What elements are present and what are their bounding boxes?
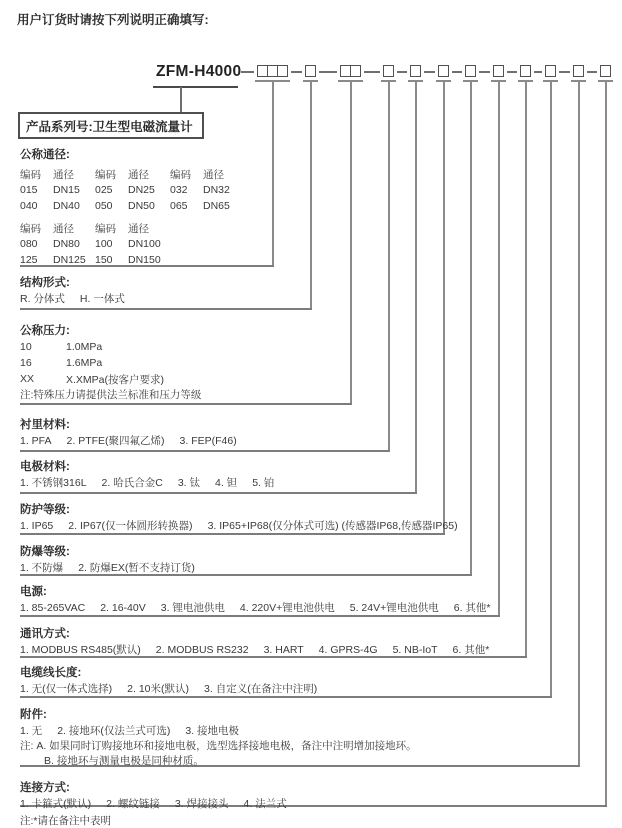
option-item: 1. 无 xyxy=(20,725,43,737)
model-prefix: ZFM-H4000 xyxy=(156,63,242,80)
table-header-cell: 通径 xyxy=(53,168,74,181)
option-item: 6. 其他* xyxy=(453,602,491,614)
option-item: 2. PTFE(聚四氟乙烯) xyxy=(66,435,165,447)
model-code-dash xyxy=(364,71,380,73)
option-item: 5. NB-IoT xyxy=(392,644,438,656)
table-cell: DN32 xyxy=(203,184,230,196)
section-title: 防爆等级: xyxy=(20,546,70,558)
option-item: 2. 10米(默认) xyxy=(127,683,190,695)
table-row xyxy=(20,252,612,268)
option-item: 3. 锂电池供电 xyxy=(160,602,225,614)
table-cell: 065 xyxy=(170,200,188,212)
option-item: 2. 接地环(仅法兰式可选) xyxy=(57,725,171,737)
model-code-dash xyxy=(559,71,570,73)
model-code-group-8 xyxy=(493,65,504,77)
option-item: 3. IP65+IP68(仅分体式可选) (传感器IP68,传感器IP65) xyxy=(207,520,458,532)
option-item: 1. 不防爆 xyxy=(20,562,64,574)
connector-horizontal-nominal-pressure xyxy=(20,403,352,405)
option-item: H. 一体式 xyxy=(79,293,125,305)
model-code-box xyxy=(545,65,556,77)
table-cell: DN100 xyxy=(128,238,161,250)
section-title: 防护等级: xyxy=(20,504,70,516)
option-item: 2. 螺纹链接 xyxy=(106,798,160,810)
table-cell: 032 xyxy=(170,184,188,196)
option-item: 2. IP67(仅一体圆形转换器) xyxy=(68,520,193,532)
model-code-dash xyxy=(319,71,337,73)
table-cell: 080 xyxy=(20,238,38,250)
section-structure-type xyxy=(20,276,612,306)
model-code-dash xyxy=(587,71,597,73)
option-item: 5. 24V+锂电池供电 xyxy=(349,602,439,614)
option-item: 4. GPRS-4G xyxy=(318,644,378,656)
option-item: 4. 钽 xyxy=(215,477,238,489)
option-item: 3. 钛 xyxy=(177,477,200,489)
product-series-box xyxy=(18,112,204,139)
model-code-box xyxy=(277,65,288,77)
table-cell: 015 xyxy=(20,184,38,196)
option-item: 4. 220V+锂电池供电 xyxy=(239,602,335,614)
table-cell: DN125 xyxy=(53,254,86,266)
option-item: 3. 接地电极 xyxy=(185,725,240,737)
model-code-box xyxy=(600,65,611,77)
option-item: R. 分体式 xyxy=(20,293,65,305)
table-cell: 050 xyxy=(95,200,113,212)
section-cable-length xyxy=(20,666,612,696)
option-item: 3. 焊接接头 xyxy=(174,798,229,810)
section-nominal-diameter xyxy=(20,148,612,268)
table-cell: DN40 xyxy=(53,200,80,212)
model-code-group-11 xyxy=(573,65,584,77)
model-code-dash xyxy=(397,71,407,73)
section-title: 公称压力: xyxy=(20,325,70,337)
table-cell: 025 xyxy=(95,184,113,196)
table-cell: 100 xyxy=(95,238,113,250)
pressure-value: 1.0MPa xyxy=(66,341,103,353)
section-title: 公称通径: xyxy=(20,149,70,161)
option-item: 6. 其他* xyxy=(452,644,490,656)
model-code-group-5 xyxy=(410,65,421,77)
model-code-dash xyxy=(534,71,542,73)
option-line xyxy=(20,292,612,306)
bottom-note: 注:*请在备注中表明 xyxy=(20,815,112,827)
model-code-box xyxy=(573,65,584,77)
table-header-cell: 通径 xyxy=(53,222,74,235)
table-cell: DN65 xyxy=(203,200,230,212)
pressure-code: 10 xyxy=(20,341,32,353)
option-item: 3. 自定义(在备注中注明) xyxy=(204,683,318,695)
pressure-value: X.XMPa(按客户要求) xyxy=(66,373,165,386)
section-title: 通讯方式: xyxy=(20,628,70,640)
table-row xyxy=(20,198,612,214)
option-item: 2. 哈氏合金C xyxy=(101,477,163,489)
model-code-group-6 xyxy=(438,65,449,77)
option-item: 1. 85-265VAC xyxy=(20,602,86,614)
connector-horizontal-protection-rating xyxy=(20,533,445,535)
section-note: 注: A. 如果同时订购接地环和接地电极，选型选择接地电极，备注中注明增加接地环。 xyxy=(20,740,417,752)
table-row xyxy=(20,236,612,252)
product-series-label: 产品系列号:卫生型电磁流量计 xyxy=(26,119,193,134)
pressure-value: 1.6MPa xyxy=(66,357,103,369)
model-code-group-10 xyxy=(545,65,556,77)
pressure-row xyxy=(20,355,612,371)
model-code-dash xyxy=(291,71,302,73)
section-title: 电缆线长度: xyxy=(20,667,82,679)
model-code-group-1 xyxy=(257,65,288,77)
pressure-row xyxy=(20,339,612,355)
model-code-group-3 xyxy=(340,65,361,77)
option-item: 2. 16-40V xyxy=(100,602,146,614)
model-code-group-12 xyxy=(600,65,611,77)
option-item: 5. 铂 xyxy=(252,477,275,489)
option-line xyxy=(20,682,612,696)
option-item: 3. FEP(F46) xyxy=(179,435,237,447)
model-code-group-4 xyxy=(383,65,394,77)
option-line xyxy=(20,519,612,533)
connector-horizontal-power-supply xyxy=(20,615,500,617)
model-code-group-2 xyxy=(305,65,316,77)
option-item: 1. 卡箍式(默认) xyxy=(20,798,92,810)
model-prefix-underline xyxy=(153,86,238,88)
table-row xyxy=(20,182,612,198)
model-code-dash xyxy=(479,71,490,73)
table-header-cell: 编码 xyxy=(95,168,116,181)
model-code-group-9 xyxy=(520,65,531,77)
page-instruction: 用户订货时请按下列说明正确填写: xyxy=(17,13,209,27)
section-protection-rating xyxy=(20,503,612,533)
table-header-row xyxy=(20,166,612,182)
section-explosion-proof-rating xyxy=(20,545,612,575)
section-lining-material xyxy=(20,418,612,448)
section-nominal-pressure xyxy=(20,324,612,402)
option-line xyxy=(20,476,612,490)
section-power-supply xyxy=(20,585,612,615)
table-header-cell: 通径 xyxy=(128,222,149,235)
model-code-box xyxy=(520,65,531,77)
section-note: 注:特殊压力请提供法兰标准和压力等级 xyxy=(20,389,202,401)
option-item: 1. PFA xyxy=(20,435,52,447)
model-code-dash xyxy=(424,71,435,73)
section-note: B. 接地环与测量电极是同种材质。 xyxy=(44,755,204,767)
table-header-cell: 编码 xyxy=(95,222,116,235)
option-line xyxy=(20,797,612,811)
option-line xyxy=(20,724,612,738)
option-item: 3. HART xyxy=(263,644,304,656)
section-title: 结构形式: xyxy=(20,277,70,289)
option-item: 2. 防爆EX(暂不支持订货) xyxy=(78,562,195,574)
model-code-box xyxy=(305,65,316,77)
option-item: 2. MODBUS RS232 xyxy=(155,644,249,656)
section-title: 连接方式: xyxy=(20,782,70,794)
table-cell: 040 xyxy=(20,200,38,212)
section-accessories xyxy=(20,708,612,768)
option-line xyxy=(20,643,612,657)
diameter-table-2 xyxy=(20,220,612,268)
model-code-group-7 xyxy=(465,65,476,77)
table-header-row xyxy=(20,220,612,236)
section-electrode-material xyxy=(20,460,612,490)
model-code-box xyxy=(493,65,504,77)
table-cell: DN150 xyxy=(128,254,161,266)
table-cell: DN80 xyxy=(53,238,80,250)
table-cell: 150 xyxy=(95,254,113,266)
option-line xyxy=(20,561,612,575)
connector-horizontal-lining-material xyxy=(20,450,390,452)
model-code-box xyxy=(350,65,361,77)
option-line xyxy=(20,601,612,615)
connector-vertical-product-series xyxy=(180,87,182,112)
table-cell: 125 xyxy=(20,254,38,266)
table-cell: DN50 xyxy=(128,200,155,212)
model-code-box xyxy=(438,65,449,77)
table-header-cell: 编码 xyxy=(20,222,41,235)
section-title: 电极材料: xyxy=(20,461,70,473)
pressure-row xyxy=(20,371,612,387)
section-communication xyxy=(20,627,612,657)
section-title: 衬里材料: xyxy=(20,419,70,431)
table-cell: DN15 xyxy=(53,184,80,196)
option-item: 1. 不锈钢316L xyxy=(20,477,87,489)
section-title: 附件: xyxy=(20,709,47,721)
option-line xyxy=(20,434,612,448)
connector-horizontal-electrode-material xyxy=(20,492,417,494)
pressure-code: 16 xyxy=(20,357,32,369)
connector-horizontal-structure-type xyxy=(20,308,312,310)
table-cell: DN25 xyxy=(128,184,155,196)
section-title: 电源: xyxy=(20,586,47,598)
table-header-cell: 通径 xyxy=(203,168,224,181)
model-code-box xyxy=(465,65,476,77)
connector-horizontal-cable-length xyxy=(20,696,552,698)
pressure-code: XX xyxy=(20,373,35,385)
option-item: 1. MODBUS RS485(默认) xyxy=(20,644,141,656)
model-code-dash xyxy=(452,71,462,73)
table-header-cell: 编码 xyxy=(20,168,41,181)
model-code-box xyxy=(410,65,421,77)
option-item: 1. 无(仅一体式选择) xyxy=(20,683,113,695)
model-code-dash xyxy=(241,71,254,73)
model-code-dash xyxy=(507,71,517,73)
option-item: 1. IP65 xyxy=(20,520,54,532)
section-connection-type xyxy=(20,781,612,811)
table-header-cell: 通径 xyxy=(128,168,149,181)
table-header-cell: 编码 xyxy=(170,168,191,181)
model-code-box xyxy=(383,65,394,77)
diameter-table-1 xyxy=(20,166,612,214)
option-item: 4. 法兰式 xyxy=(243,798,287,810)
